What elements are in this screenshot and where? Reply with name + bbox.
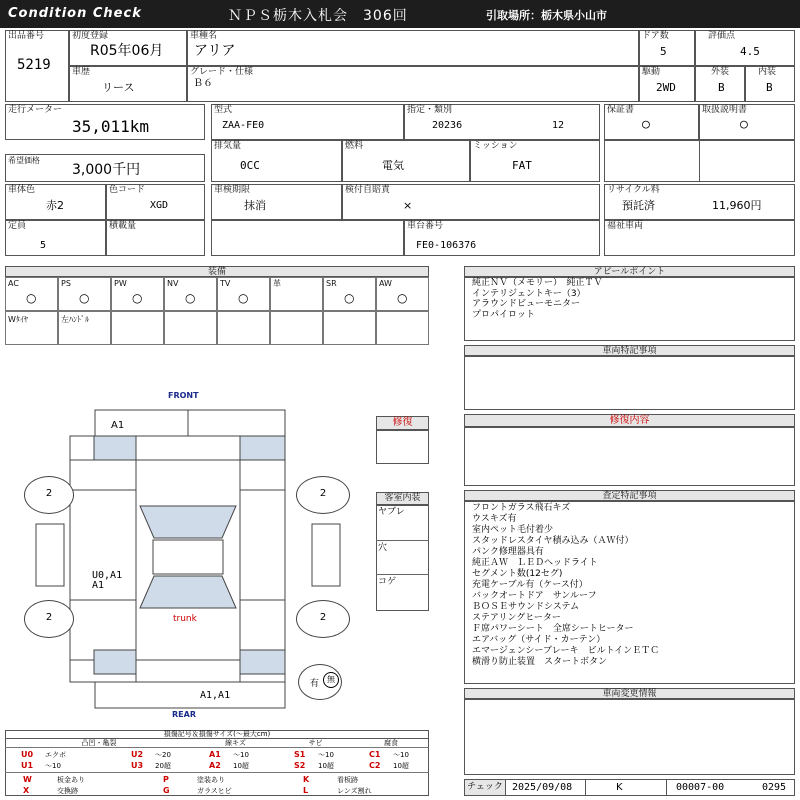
drive-label: 駆動 [642,67,661,77]
appeal-line: 純正ＮＶ（メモリー） 純正ＴＶ [472,278,603,288]
capacity-label: 定員 [8,221,27,231]
asking-price: 3,000千円 [72,162,141,178]
legend-desc: レンズ割れ [337,787,372,795]
equipment-mark: ○ [397,291,408,305]
damage-front: A1 [111,420,125,431]
capacity: 5 [40,240,47,251]
legend-code: A2 [209,761,221,770]
inspection-note-line: 室内ペット毛付着少 [472,525,554,535]
legend-code: P [163,775,169,784]
equipment-cell [270,277,323,311]
repair-title: 修復 [376,416,429,430]
check-date: 2025/09/08 [512,782,573,793]
appeal-line: プロパイロット [472,309,535,320]
damage-left-2: A1 [92,580,105,591]
equipment-cell [270,311,323,345]
inspection-note-line: フロントガラス飛石キズ [472,503,571,513]
change-info-title: 車両変更情報 [464,688,795,699]
trunk-label: trunk [173,614,197,624]
appeal-title: アピールポイント [464,266,795,277]
equipment-label: PW [114,279,127,288]
displacement: 0CC [240,159,260,172]
legend-code: W [23,775,32,784]
equipment-cell [376,311,429,345]
legend-title: 損傷記号＆損傷サイズ(～最大cm) [5,730,429,739]
special-notes-title: 車両特記事項 [464,345,795,356]
blank-cell-2 [699,140,795,182]
inspection-note-line: ステアリングヒーター [472,613,561,623]
inspection-notes-title: 査定特記事項 [464,490,795,501]
tax-status: × [403,199,413,212]
equipment-cell [217,311,270,345]
car-name-label: 車種名 [190,31,218,41]
legend-code: G [163,786,170,795]
doors: 5 [660,45,667,58]
tire-rear-left: 2 [24,600,74,638]
mission: FAT [512,159,532,172]
mileage: 35,011km [72,117,150,136]
designation-number: 20236 [432,120,463,131]
legend-code: L [303,786,309,795]
inspection-note-line: エマージェンシーブレーキ ビルトインＥＴＣ [472,646,660,656]
legend-desc: ～10 [393,751,409,759]
rear-label: REAR [172,710,196,719]
equipment-cell [5,277,58,311]
manual: ○ [740,117,748,132]
legend-header: 線キズ [193,739,278,748]
legend-desc: 10超 [233,762,249,770]
footer-code-2: 0295 [762,782,787,793]
inspection-note-line: ＢＯＳＥサウンドシステム [472,602,580,612]
color-code: XGD [150,200,169,211]
first-reg-label: 初度登録 [72,31,109,41]
legend-desc: 看板跡 [337,776,358,784]
model: ZAA-FE0 [222,120,265,131]
grade: Ｂ６ [193,78,213,89]
equipment-label: TV [220,279,231,288]
check-label: チェック [464,779,506,796]
grade-label: グレード・仕様 [190,67,254,77]
exterior-label: 外装 [711,67,730,77]
car-name-cell [187,30,639,66]
legend-code: K [303,775,310,784]
equipment-cell [111,311,164,345]
inspection-note-line: パンク修理器具有 [472,547,544,557]
score-label: 評価点 [708,31,736,41]
inspection-note-line: ウスキズ有 [472,514,517,524]
equipment-cell [58,277,111,311]
equipment-label: AW [379,279,392,288]
inspection-note-line: エアバッグ（サイド・カーテン） [472,635,606,645]
category-number: 12 [552,120,565,131]
tire-front-left: 2 [24,476,74,514]
tire-front-right: 2 [296,476,350,514]
doors-label: ドア数 [642,31,669,41]
car-name: アリア [194,43,236,59]
legend-desc: 交換跡 [57,787,78,795]
footer-code-1: 00007-00 [676,782,725,793]
spare-tire-label: 有 [310,679,320,689]
inspection-note-line: Ｆ席パワーシート 全席シートヒーター [472,624,634,634]
recycle-status: 預託済 [622,199,655,212]
lot-number-label: 出品番号 [8,31,45,41]
inspection-expiry: 抹消 [244,199,266,212]
equipment-mark: ○ [344,291,355,305]
welfare-label: 福祉車両 [607,221,644,231]
appeal-line: インテリジェントキー（3） [472,288,586,299]
legend-code: U3 [131,761,144,770]
inspection-note-line: 横滑り防止装置 スタートボタン [472,657,608,667]
interior-item-burn: コゲ [378,577,397,587]
auction-name: ＮＰＳ栃木入札会 306回 [228,8,408,24]
tire-rear-right: 2 [296,600,350,638]
legend-desc: 板金あり [57,776,85,784]
footer-divider [585,779,667,796]
inspection-note-line: 純正ＡＷ ＬＥＤヘッドライト [472,558,598,568]
equipment-label: Wﾀｲﾔ [8,315,28,324]
equipment-mark: ○ [79,291,90,305]
blank-cell-3 [211,220,404,256]
interior-damage-title: 客室内装 [376,492,429,505]
equipment-label: SR [326,279,337,288]
legend-code: S2 [294,761,306,770]
front-label: FRONT [168,391,199,400]
interior-divider [376,574,429,575]
fuel-label: 燃料 [345,141,364,151]
legend-desc: 20超 [155,762,171,770]
equipment-cell [323,311,376,345]
inspection-note-line: スタッドレスタイヤ積み込み（ＡＷ付） [472,536,634,546]
equipment-cell [217,277,270,311]
warranty-label: 保証書 [607,105,635,115]
model-label: 型式 [214,105,233,115]
first-reg: R05年06月 [90,43,164,59]
inspection-note-line: セグメント数(12セグ) [472,569,563,579]
damage-left-1: U0,A1 [92,570,123,581]
header-title: Condition Check [8,6,142,21]
legend-header: 腐食 [353,739,429,748]
equipment-label: 左ﾊﾝﾄﾞﾙ [61,315,89,324]
repair-detail-title: 修復内容 [464,414,795,427]
legend-code: S1 [294,750,306,759]
legend-code: U2 [131,750,144,759]
legend-code: C2 [369,761,381,770]
chassis-label: 車台番号 [407,221,444,231]
equipment-mark: ○ [132,291,143,305]
special-notes-box [464,356,795,410]
car-diagram [0,400,440,712]
mission-label: ミッション [473,141,518,151]
body-color: 赤2 [46,199,64,212]
inspection-note-line: バックオートドア サンルーフ [472,591,597,601]
history-label: 車歴 [72,67,91,77]
interior-divider [376,540,429,541]
legend-desc: 10超 [393,762,409,770]
score: 4.5 [740,45,760,58]
legend-desc: 10超 [318,762,334,770]
legend-code: A1 [209,750,221,759]
color-code-label: 色コード [109,185,146,195]
change-info-box [464,699,795,775]
equipment-mark: ○ [238,291,249,305]
grade-cell [187,66,639,102]
interior-item-tear: ヤブレ [378,507,405,517]
equipment-cell [323,277,376,311]
legend-desc: 塗装あり [197,776,225,784]
legend-code: U1 [21,761,34,770]
interior-label: 内装 [758,67,777,77]
legend-header: 凸凹・亀裂 [5,739,193,748]
equipment-label: NV [167,279,179,288]
fuel: 電気 [382,159,404,172]
appeal-line: アラウンドビューモニター [472,299,581,309]
pickup-location: 引取場所：栃木県小山市 [486,9,607,22]
equipment-cell [164,311,217,345]
equipment-mark: ○ [185,291,196,305]
history: リース [102,81,135,94]
chassis-number: FE0-106376 [416,240,477,251]
equipment-cell [58,311,111,345]
legend-desc: ～10 [318,751,334,759]
legend-divider [5,772,429,773]
inspection-note-line: 充電ケーブル有（ケース付） [472,580,588,590]
exterior-grade: B [718,81,725,94]
equipment-label: PS [61,279,71,288]
equipment-label: AC [8,279,19,288]
equipment-title: 装備 [5,266,429,277]
equipment-cell [111,277,164,311]
legend-desc: エクボ [45,751,66,759]
legend-code: U0 [21,750,34,759]
legend-header: サビ [278,739,353,748]
inspection-label: 車検期限 [214,185,251,195]
load-label: 積載量 [109,221,137,231]
price-label: 希望価格 [8,156,40,165]
lot-number: 5219 [17,57,51,73]
spare-tire-value: 無 [323,672,339,688]
header-bar [0,0,800,28]
check-grade: K [616,782,623,793]
recycle-label: リサイクル料 [607,185,660,195]
legend-desc: ～10 [233,751,249,759]
damage-rear: A1,A1 [200,690,231,701]
repair-detail-box [464,427,795,486]
legend-desc: ～20 [155,751,171,759]
interior-grade: B [766,81,773,94]
mileage-label: 走行メーター [8,105,63,115]
interior-damage-box [376,505,429,611]
recycle-fee: 11,960円 [712,199,762,212]
equipment-cell [376,277,429,311]
warranty: ○ [642,117,650,132]
repair-box [376,430,429,464]
legend-code: C1 [369,750,381,759]
displacement-label: 排気量 [214,141,242,151]
color-label: 車体色 [8,185,36,195]
designation-label: 指定・類別 [407,105,453,115]
interior-item-hole: 穴 [378,543,388,553]
manual-label: 取扱説明書 [702,105,748,115]
drive: 2WD [656,81,676,94]
equipment-cell [164,277,217,311]
equipment-mark: ○ [26,291,37,305]
legend-desc: ～10 [45,762,61,770]
equipment-cell [5,311,58,345]
tax-label: 検付自賠責 [345,185,391,195]
legend-code: X [23,786,30,795]
equipment-label: 革 [273,279,281,288]
legend-desc: ガラスヒビ [197,787,232,795]
